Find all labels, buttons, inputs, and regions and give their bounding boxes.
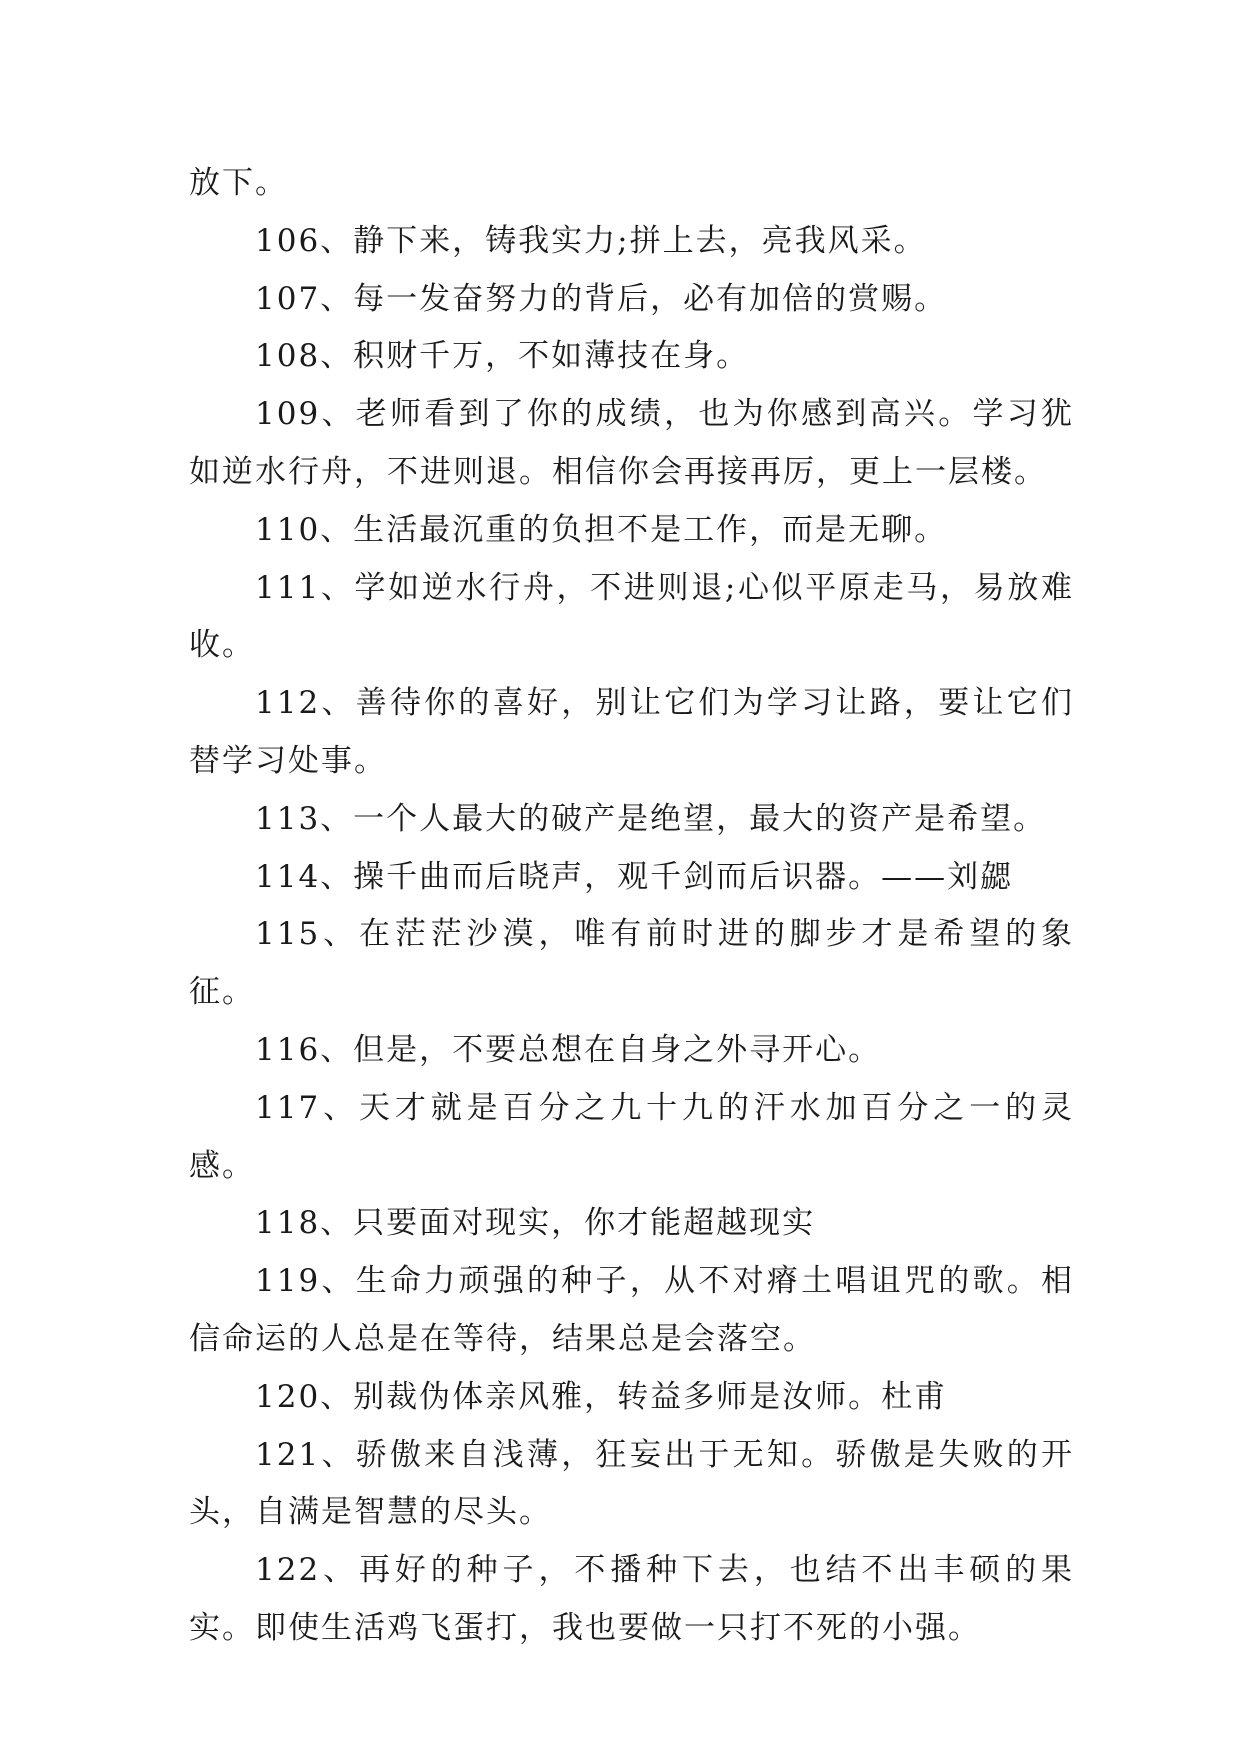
paragraph: 122、再好的种子，不播种下去，也结不出丰硕的果实。即使生活鸡飞蛋打，我也要做一只打不死的小强。: [189, 1552, 1074, 1646]
paragraph: 108、积财千万，不如薄技在身。: [255, 338, 750, 375]
paragraph: 放下。: [189, 165, 288, 201]
paragraph: 119、生命力顽强的种子，从不对瘠土唱诅咒的歌。相信命运的人总是在等待，结果总是会落空。: [189, 1263, 1074, 1357]
paragraph: 117、天才就是百分之九十九的汗水加百分之一的灵感。: [189, 1089, 1074, 1184]
paragraph: 112、善待你的喜好，别让它们为学习让路，要让它们替学习处事。: [189, 685, 1074, 779]
paragraph: 115、在茫茫沙漠，唯有前时进的脚步才是希望的象征。: [189, 916, 1074, 1011]
paragraph: 121、骄傲来自浅薄，狂妄出于无知。骄傲是失败的开头，自满是智慧的尽头。: [189, 1436, 1074, 1531]
paragraph: 114、操千曲而后晓声，观千剑而后识器。——刘勰: [255, 858, 1014, 895]
paragraph: 116、但是，不要总想在自身之外寻开心。: [255, 1031, 882, 1068]
paragraph: 118、只要面对现实，你才能超越现实: [255, 1205, 816, 1242]
paragraph: 106、静下来，铸我实力;拼上去，亮我风采。: [255, 222, 927, 259]
document-body: [189, 155, 1074, 1658]
paragraph: 107、每一发奋努力的背后，必有加倍的赏赐。: [255, 280, 948, 317]
paragraph: 110、生活最沉重的负担不是工作，而是无聊。: [255, 511, 948, 548]
paragraph: 111、学如逆水行舟，不进则退;心似平原走马，易放难收。: [189, 569, 1074, 664]
paragraph: 120、别裁伪体亲风雅，转益多师是汝师。杜甫: [255, 1378, 948, 1415]
paragraph: 113、一个人最大的破产是绝望，最大的资产是希望。: [255, 800, 1047, 837]
paragraph: 109、老师看到了你的成绩，也为你感到高兴。学习犹如逆水行舟，不进则退。相信你会再接再厉，更上一层楼。: [189, 396, 1074, 490]
